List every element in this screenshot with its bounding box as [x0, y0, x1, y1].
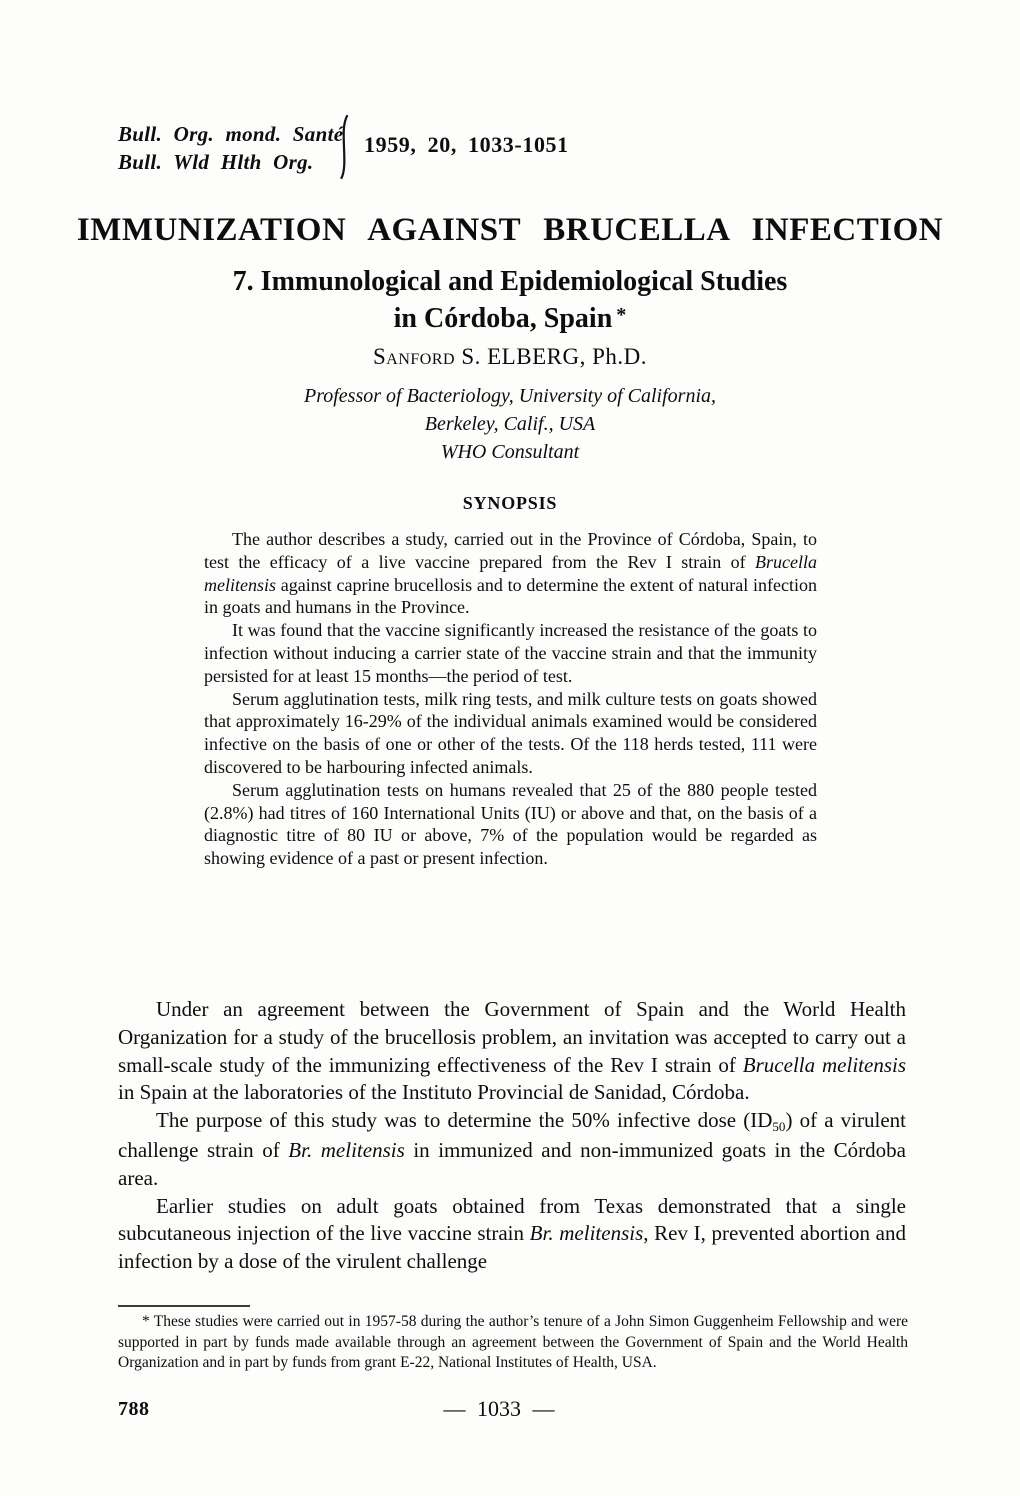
- print-code: 788: [118, 1398, 150, 1420]
- affiliation-line1: Professor of Bacteriology, University of California,: [303, 385, 716, 407]
- synopsis-block: [204, 528, 817, 870]
- body-paragraph: Earlier studies on adult goats obtained from Texas demonstrated that a single subcutaneous injection of the live vaccine strain Br. melitensis, Rev I, prevented abortion and infection by a dose of the virulent challenge: [118, 1193, 906, 1274]
- synopsis-paragraph: The author describes a study, carried out in the Province of Córdoba, Spain, to test the efficacy of a live vaccine prepared from the Rev I strain of Brucella melitensis against caprine brucellosis and to determine the extent of natural infection in goats and humans in the Province.: [204, 529, 817, 618]
- footnote-text: * These studies were carried out in 1957-58 during the author’s tenure of a John Simon Guggenheim Fellowship and were supported in part by funds made available through an agreement between the Government of Spain and the World Health Organization and in part by funds from grant E-22, National Institutes of Health, USA.: [118, 1313, 908, 1371]
- masthead-brace-divider: [338, 114, 352, 180]
- author-first-name: Sanford: [373, 344, 456, 369]
- synopsis-paragraph: Serum agglutination tests, milk ring tests, and milk culture tests on goats showed that approximately 16-29% of the individual animals examined would be considered infective on the basis of one or other of the tests. Of the 118 herds tested, 111 were discovered to be harbouring infected animals.: [204, 688, 817, 777]
- journal-name-french: Bull. Org. mond. Santé: [118, 122, 344, 146]
- author-name: [0, 344, 1020, 370]
- journal-masthead: [118, 120, 343, 176]
- article-subtitle-line1: 7. Immunological and Epidemiological Studies: [232, 266, 788, 297]
- author-rest: S. ELBERG, Ph.D.: [455, 344, 647, 369]
- footnote-separator-rule: [118, 1305, 250, 1307]
- footnote-block: [118, 1312, 908, 1374]
- synopsis-paragraph: Serum agglutination tests on humans revealed that 25 of the 880 people tested (2.8%) had titres of 160 International Units (IU) or above and that, on the basis of a diagnostic titre of 80 IU or above, 7% of the population would be regarded as showing evidence of a past or present infection.: [204, 779, 817, 869]
- body-paragraph: Under an agreement between the Government of Spain and the World Health Organization for a study of the brucellosis problem, an invitation was accepted to carry out a small-scale study of the immunizing effectiveness of the Rev I strain of Brucella melitensis in Spain at the laboratories of the Instituto Provincial de Sanidad, Córdoba.: [118, 997, 906, 1105]
- volume-citation: 1959, 20, 1033-1051: [364, 132, 569, 157]
- page-number: — 1033 —: [443, 1396, 555, 1421]
- synopsis-paragraph: It was found that the vaccine significantly increased the resistance of the goats to infection without inducing a carrier state of the vaccine strain and that the immunity persisted for at least 15 months—the period of test.: [204, 620, 817, 686]
- article-body: [118, 996, 906, 1276]
- synopsis-heading: SYNOPSIS: [462, 493, 558, 513]
- article-subtitle-line2: in Córdoba, Spain *: [393, 303, 627, 334]
- footnote-marker: *: [616, 303, 627, 326]
- affiliation-line2: Berkeley, Calif., USA: [424, 413, 596, 435]
- body-paragraph: The purpose of this study was to determine the 50% infective dose (ID50) of a virulent challenge strain of Br. melitensis in immunized and non-immunized goats in the Córdoba area.: [118, 1108, 906, 1190]
- article-title: IMMUNIZATION AGAINST BRUCELLA INFECTION: [76, 212, 944, 248]
- author-affiliation: [0, 382, 1020, 466]
- journal-name-english: Bull. Wld Hlth Org.: [118, 150, 314, 174]
- article-subtitle: [0, 263, 1020, 340]
- affiliation-line3: WHO Consultant: [440, 441, 580, 463]
